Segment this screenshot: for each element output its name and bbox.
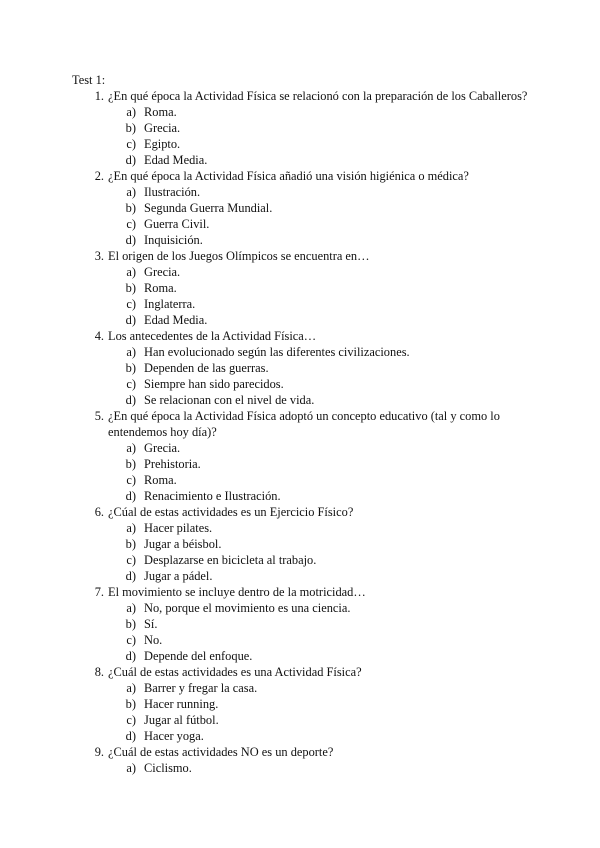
option-letter: c) xyxy=(126,633,136,647)
option-d xyxy=(0,152,600,168)
option-c xyxy=(0,552,600,568)
option-d xyxy=(0,648,600,664)
option-a xyxy=(0,760,600,776)
option-letter: c) xyxy=(126,217,136,231)
option-text: Jugar a béisbol. xyxy=(144,537,222,551)
option-text: Han evolucionado según las diferentes civilizaciones. xyxy=(144,345,410,359)
option-d xyxy=(0,488,600,504)
option-d xyxy=(0,568,600,584)
option-letter: c) xyxy=(126,473,136,487)
option-letter: a) xyxy=(126,761,136,775)
option-letter: d) xyxy=(125,649,136,663)
question-number: 7. xyxy=(94,585,104,599)
question-text: ¿Cuál de estas actividades es una Actividad Física? xyxy=(108,665,362,679)
option-a xyxy=(0,440,600,456)
option-letter: d) xyxy=(125,729,136,743)
option-letter: a) xyxy=(126,521,136,535)
option-letter: a) xyxy=(126,265,136,279)
option-letter: c) xyxy=(126,377,136,391)
option-letter: b) xyxy=(125,457,136,471)
option-text: Ilustración. xyxy=(144,185,201,199)
option-d xyxy=(0,728,600,744)
option-text: Jugar al fútbol. xyxy=(144,713,219,727)
question-9 xyxy=(0,744,600,776)
option-letter: c) xyxy=(126,713,136,727)
option-d xyxy=(0,312,600,328)
option-c xyxy=(0,376,600,392)
question-text: ¿En qué época la Actividad Física adoptó un concepto educativo (tal y como lo entendemos hoy día)? xyxy=(108,409,500,439)
option-b xyxy=(0,536,600,552)
option-letter: a) xyxy=(126,105,136,119)
option-text: Roma. xyxy=(144,105,177,119)
option-text: Ciclismo. xyxy=(144,761,192,775)
option-letter: a) xyxy=(126,601,136,615)
option-b xyxy=(0,360,600,376)
option-text: Renacimiento e Ilustración. xyxy=(144,489,281,503)
question-6 xyxy=(0,504,600,584)
option-text: Roma. xyxy=(144,281,177,295)
option-text: Hacer running. xyxy=(144,697,219,711)
option-list xyxy=(0,104,600,168)
option-text: Hacer pilates. xyxy=(144,521,213,535)
option-c xyxy=(0,472,600,488)
option-text: Prehistoria. xyxy=(144,457,201,471)
option-c xyxy=(0,136,600,152)
option-letter: b) xyxy=(125,537,136,551)
option-c xyxy=(0,712,600,728)
option-text: Grecia. xyxy=(144,441,181,455)
option-text: Edad Media. xyxy=(144,153,208,167)
option-text: Edad Media. xyxy=(144,313,208,327)
option-d xyxy=(0,232,600,248)
option-text: Se relacionan con el nivel de vida. xyxy=(144,393,315,407)
question-number: 6. xyxy=(94,505,104,519)
option-list xyxy=(0,520,600,584)
option-letter: b) xyxy=(125,281,136,295)
option-a xyxy=(0,264,600,280)
option-letter: a) xyxy=(126,441,136,455)
question-text: El origen de los Juegos Olímpicos se encuentra en… xyxy=(108,249,370,263)
option-a xyxy=(0,600,600,616)
option-letter: b) xyxy=(125,697,136,711)
option-letter: a) xyxy=(126,185,136,199)
question-4 xyxy=(0,328,600,408)
question-7 xyxy=(0,584,600,664)
option-c xyxy=(0,632,600,648)
option-text: Inglaterra. xyxy=(144,297,196,311)
question-number: 1. xyxy=(94,89,104,103)
question-text: ¿En qué época la Actividad Física se relacionó con la preparación de los Caballeros? xyxy=(108,89,528,103)
question-text: ¿Cuál de estas actividades NO es un deporte? xyxy=(108,745,334,759)
option-text: Sí. xyxy=(144,617,158,631)
option-letter: b) xyxy=(125,617,136,631)
option-b xyxy=(0,696,600,712)
question-number: 8. xyxy=(94,665,104,679)
test-title: Test 1: xyxy=(72,73,106,87)
option-letter: c) xyxy=(126,553,136,567)
question-text: Los antecedentes de la Actividad Física… xyxy=(108,329,317,343)
option-letter: b) xyxy=(125,201,136,215)
option-text: Jugar a pádel. xyxy=(144,569,213,583)
option-list xyxy=(0,264,600,328)
option-text: Hacer yoga. xyxy=(144,729,204,743)
option-a xyxy=(0,344,600,360)
question-1 xyxy=(0,88,600,168)
option-text: Dependen de las guerras. xyxy=(144,361,269,375)
question-text: El movimiento se incluye dentro de la motricidad… xyxy=(108,585,366,599)
option-letter: d) xyxy=(125,489,136,503)
option-text: Roma. xyxy=(144,473,177,487)
option-text: Grecia. xyxy=(144,265,181,279)
question-number: 3. xyxy=(94,249,104,263)
option-list xyxy=(0,680,600,744)
option-text: Barrer y fregar la casa. xyxy=(144,681,258,695)
option-c xyxy=(0,216,600,232)
option-list xyxy=(0,600,600,664)
option-letter: c) xyxy=(126,297,136,311)
option-letter: d) xyxy=(125,233,136,247)
option-text: Segunda Guerra Mundial. xyxy=(144,201,273,215)
question-number: 2. xyxy=(94,169,104,183)
option-text: Egipto. xyxy=(144,137,181,151)
question-text: ¿Cúal de estas actividades es un Ejercicio Físico? xyxy=(108,505,354,519)
option-b xyxy=(0,200,600,216)
option-letter: a) xyxy=(126,681,136,695)
question-number: 5. xyxy=(94,409,104,423)
option-text: Desplazarse en bicicleta al trabajo. xyxy=(144,553,317,567)
option-letter: d) xyxy=(125,313,136,327)
option-letter: d) xyxy=(125,393,136,407)
question-number: 9. xyxy=(94,745,104,759)
option-letter: b) xyxy=(125,121,136,135)
option-c xyxy=(0,296,600,312)
option-letter: a) xyxy=(126,345,136,359)
option-list xyxy=(0,184,600,248)
option-letter: d) xyxy=(125,569,136,583)
option-a xyxy=(0,520,600,536)
option-text: No, porque el movimiento es una ciencia. xyxy=(144,601,351,615)
option-text: Grecia. xyxy=(144,121,181,135)
question-number: 4. xyxy=(94,329,104,343)
option-b xyxy=(0,280,600,296)
option-text: Depende del enfoque. xyxy=(144,649,253,663)
option-letter: b) xyxy=(125,361,136,375)
question-list xyxy=(0,88,600,776)
option-text: No. xyxy=(144,633,163,647)
option-letter: c) xyxy=(126,137,136,151)
option-a xyxy=(0,680,600,696)
option-b xyxy=(0,616,600,632)
option-a xyxy=(0,104,600,120)
question-8 xyxy=(0,664,600,744)
question-2 xyxy=(0,168,600,248)
option-letter: d) xyxy=(125,153,136,167)
option-d xyxy=(0,392,600,408)
question-3 xyxy=(0,248,600,328)
option-b xyxy=(0,456,600,472)
option-a xyxy=(0,184,600,200)
option-text: Siempre han sido parecidos. xyxy=(144,377,284,391)
option-list xyxy=(0,440,600,504)
option-text: Inquisición. xyxy=(144,233,203,247)
question-text: ¿En qué época la Actividad Física añadió una visión higiénica o médica? xyxy=(108,169,469,183)
option-list xyxy=(0,344,600,408)
option-b xyxy=(0,120,600,136)
option-text: Guerra Civil. xyxy=(144,217,210,231)
question-5 xyxy=(0,408,600,504)
option-list xyxy=(0,760,600,776)
